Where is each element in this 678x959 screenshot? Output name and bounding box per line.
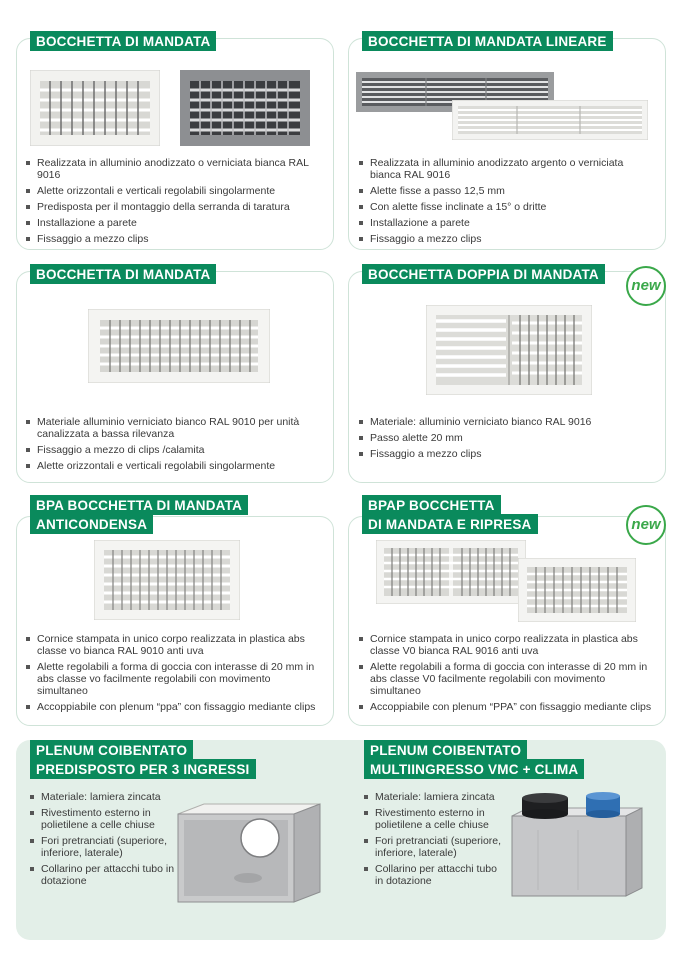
feature-list-6 — [357, 633, 657, 717]
section-title-7b: PREDISPOSTO PER 3 INGRESSI — [30, 759, 256, 779]
feature-item: Predisposta per il montaggio della serranda di taratura — [24, 201, 324, 213]
feature-item: Alette orizzontali e verticali regolabili singolarmente — [24, 460, 324, 472]
feature-item: Realizzata in alluminio anodizzato o verniciata bianca RAL 9016 — [24, 157, 324, 181]
section-title-6a: BPAP BOCCHETTA — [362, 495, 501, 515]
feature-item: Alette orizzontali e verticali regolabili singolarmente — [24, 185, 324, 197]
grille-anodized-image — [180, 70, 310, 146]
section-title-6b: DI MANDATA E RIPRESA — [362, 514, 538, 534]
bpap-supply-grille-image — [376, 540, 526, 604]
grille-white-image — [30, 70, 160, 146]
section-title-5b: ANTICONDENSA — [30, 514, 153, 534]
feature-list-5 — [24, 633, 324, 717]
section-title-1: BOCCHETTA DI MANDATA — [30, 31, 216, 51]
feature-item: Fissaggio a mezzo clips — [357, 448, 657, 460]
grille-low-profile-image — [88, 309, 270, 383]
feature-item: Fissaggio a mezzo clips — [357, 233, 657, 245]
section-title-8a: PLENUM COIBENTATO — [364, 740, 527, 760]
feature-item: Accoppiabile con plenum “ppa” con fissaggio mediante clips — [24, 701, 324, 713]
new-badge-label: new — [631, 277, 661, 294]
linear-grille-white-image — [452, 100, 648, 140]
section-title-8b: MULTIINGRESSO VMC + CLIMA — [364, 759, 584, 779]
plenum-3-inlets-image — [168, 800, 328, 910]
section-title-4: BOCCHETTA DOPPIA DI MANDATA — [362, 264, 605, 284]
feature-item: Con alette fisse inclinate a 15° o dritte — [357, 201, 657, 213]
feature-item: Installazione a parete — [357, 217, 657, 229]
feature-item: Passo alette 20 mm — [357, 432, 657, 444]
feature-item: Materiale: alluminio verniciato bianco RAL 9016 — [357, 416, 657, 428]
double-grille-image — [426, 305, 592, 395]
feature-item: Cornice stampata in unico corpo realizzata in plastica abs classe V0 bianca RAL 9016 anti uva — [357, 633, 657, 657]
new-badge — [626, 505, 666, 545]
section-title-3: BOCCHETTA DI MANDATA — [30, 264, 216, 284]
feature-list-3 — [24, 416, 324, 476]
feature-list-4 — [357, 416, 657, 464]
feature-item: Realizzata in alluminio anodizzato argento o verniciata bianca RAL 9016 — [357, 157, 657, 181]
feature-item: Materiale: lamiera zincata — [28, 791, 178, 803]
feature-item: Accoppiabile con plenum “PPA” con fissaggio mediante clips — [357, 701, 657, 713]
feature-item: Installazione a parete — [24, 217, 324, 229]
feature-item: Rivestimento esterno in polietilene a celle chiuse — [28, 807, 178, 831]
feature-item: Cornice stampata in unico corpo realizzata in plastica abs classe vo bianca RAL 9010 anti uva — [24, 633, 324, 657]
plenum-multi-inlet-image — [508, 790, 648, 902]
feature-item: Materiale alluminio verniciato bianco RAL 9010 per unità canalizzata a bassa rilevanza — [24, 416, 324, 440]
feature-item: Rivestimento esterno in polietilene a celle chiuse — [362, 807, 502, 831]
bpa-grille-image — [94, 540, 240, 620]
feature-item: Alette fisse a passo 12,5 mm — [357, 185, 657, 197]
feature-list-7 — [28, 791, 178, 891]
new-badge — [626, 266, 666, 306]
section-title-2: BOCCHETTA DI MANDATA LINEARE — [362, 31, 613, 51]
bpap-return-grille-image — [518, 558, 636, 622]
feature-list-8 — [362, 791, 502, 891]
feature-item: Fissaggio a mezzo clips — [24, 233, 324, 245]
feature-item: Collarino per attacchi tubo in dotazione — [28, 863, 178, 887]
feature-item: Fissaggio a mezzo di clips /calamita — [24, 444, 324, 456]
feature-item: Fori pretranciati (superiore, inferiore, laterale) — [362, 835, 502, 859]
feature-item: Fori pretranciati (superiore, inferiore, laterale) — [28, 835, 178, 859]
feature-item: Materiale: lamiera zincata — [362, 791, 502, 803]
feature-list-2 — [357, 157, 657, 249]
section-title-5a: BPA BOCCHETTA DI MANDATA — [30, 495, 248, 515]
new-badge-label: new — [631, 516, 661, 533]
feature-item: Collarino per attacchi tubo in dotazione — [362, 863, 502, 887]
feature-item: Alette regolabili a forma di goccia con interasse di 20 mm in abs classe vo facilmente regolabili con movimento simultaneo — [24, 661, 324, 697]
feature-list-1 — [24, 157, 324, 249]
feature-item: Alette regolabili a forma di goccia con interasse di 20 mm in abs classe V0 facilmente regolabili con movimento simultaneo — [357, 661, 657, 697]
section-title-7a: PLENUM COIBENTATO — [30, 740, 193, 760]
